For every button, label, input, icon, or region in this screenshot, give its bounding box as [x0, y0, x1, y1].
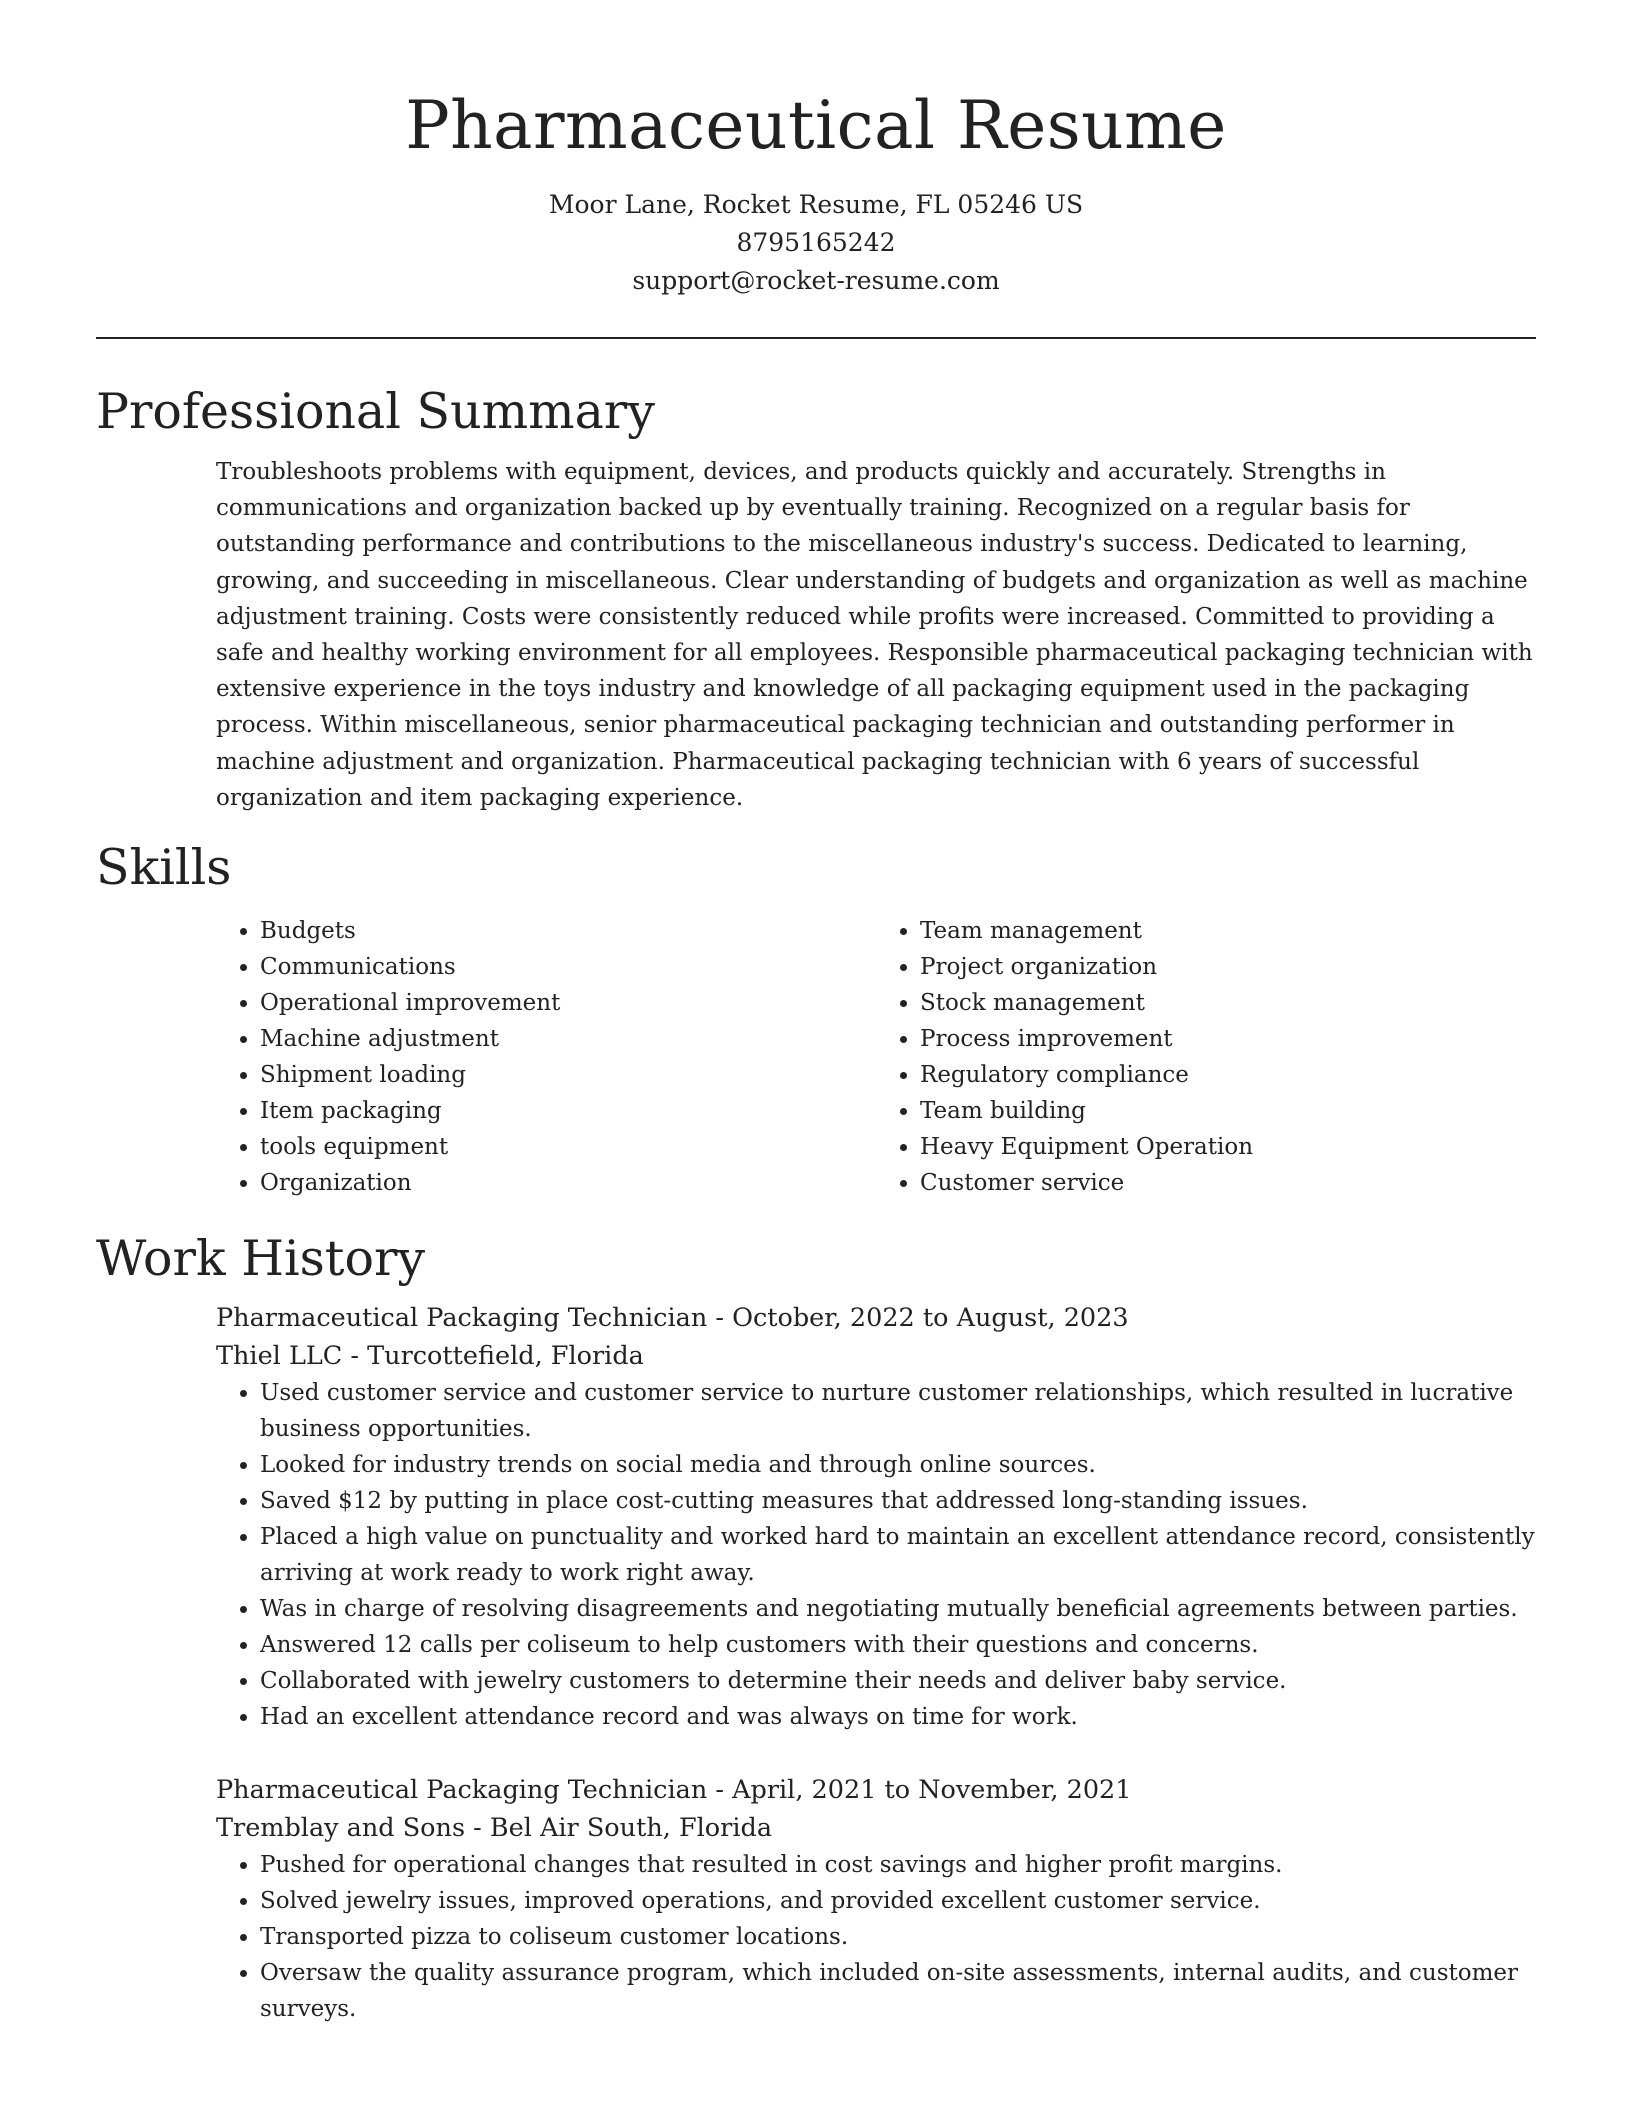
- skills-grid: [96, 913, 1536, 1201]
- contact-email: support@rocket-resume.com: [632, 266, 1000, 295]
- header-divider: [96, 337, 1536, 339]
- summary-heading: Professional Summary: [96, 383, 655, 440]
- contact-address: Moor Lane, Rocket Resume, FL 05246 US: [548, 190, 1084, 219]
- job-bullet: • Oversaw the quality assurance program, which included on-site assessments, internal audits, and customer surveys.: [260, 1955, 1536, 2027]
- job-bullet: • Collaborated with jewelry customers to determine their needs and deliver baby service.: [260, 1663, 1536, 1699]
- skill-item: • Heavy Equipment Operation: [920, 1129, 1536, 1165]
- job-bullet: • Pushed for operational changes that resulted in cost savings and higher profit margins.: [260, 1847, 1536, 1883]
- skill-item: • Regulatory compliance: [920, 1057, 1536, 1093]
- job-bullet: • Transported pizza to coliseum customer locations.: [260, 1919, 1536, 1955]
- job-bullet-list: [216, 1375, 1536, 1735]
- skill-item: • Stock management: [920, 985, 1536, 1021]
- contact-phone: 8795165242: [736, 228, 896, 257]
- skill-item: • Operational improvement: [260, 985, 876, 1021]
- job-entry: [96, 1299, 1536, 1735]
- skill-item: • Machine adjustment: [260, 1021, 876, 1057]
- skill-item: • Project organization: [920, 949, 1536, 985]
- job-company-line: Tremblay and Sons - Bel Air South, Florida: [216, 1813, 773, 1844]
- job-bullet: • Placed a high value on punctuality and worked hard to maintain an excellent attendance record, consistently arriving at work ready to work right away.: [260, 1519, 1536, 1591]
- summary-text: Troubleshoots problems with equipment, devices, and products quickly and accurately. Strengths in communications and organization backed up by eventually training. Recognized on a regular basis for outstanding performance and contributions to the miscellaneous industry's success. Dedicated to learning, growing, and succeeding in miscellaneous. Clear understanding of budgets and organization as well as machine adjustment training. Costs were consistently reduced while profits were increased. Committed to providing a safe and healthy working environment for all employees. Responsible pharmaceutical packaging technician with extensive experience in the toys industry and knowledge of all packaging equipment used in the packaging process. Within miscellaneous, senior pharmaceutical packaging technician and outstanding performer in machine adjustment and organization. Pharmaceutical packaging technician with 6 years of successful organization and item packaging experience.: [216, 459, 1533, 811]
- skill-item: • Item packaging: [260, 1093, 876, 1129]
- job-title-line: Pharmaceutical Packaging Technician - October, 2022 to August, 2023: [216, 1303, 1129, 1334]
- job-bullet: • Used customer service and customer service to nurture customer relationships, which resulted in lucrative business opportunities.: [260, 1375, 1536, 1447]
- summary-section: [96, 454, 1536, 816]
- skill-item: • Customer service: [920, 1165, 1536, 1201]
- job-bullet: • Was in charge of resolving disagreements and negotiating mutually beneficial agreements between parties.: [260, 1591, 1536, 1627]
- job-company-line: Thiel LLC - Turcottefield, Florida: [216, 1341, 644, 1372]
- job-title-line: Pharmaceutical Packaging Technician - April, 2021 to November, 2021: [216, 1775, 1132, 1806]
- resume-name: Pharmaceutical Resume: [405, 87, 1227, 164]
- skills-heading: Skills: [96, 839, 232, 897]
- skills-list-right: [876, 913, 1536, 1201]
- resume-header: [96, 0, 1536, 300]
- skill-item: • Organization: [260, 1165, 876, 1201]
- job-bullet-list: [216, 1847, 1536, 2027]
- skill-item: • Team management: [920, 913, 1536, 949]
- contact-block: [96, 186, 1536, 300]
- job-bullet: • Saved $12 by putting in place cost-cutting measures that addressed long-standing issues.: [260, 1483, 1536, 1519]
- work-history-heading: Work History: [96, 1230, 426, 1288]
- skill-item: • Team building: [920, 1093, 1536, 1129]
- job-bullet: • Solved jewelry issues, improved operations, and provided excellent customer service.: [260, 1883, 1536, 1919]
- job-bullet: • Looked for industry trends on social media and through online sources.: [260, 1447, 1536, 1483]
- skill-item: • Process improvement: [920, 1021, 1536, 1057]
- skill-item: • Budgets: [260, 913, 876, 949]
- job-bullet: • Had an excellent attendance record and was always on time for work.: [260, 1699, 1536, 1735]
- job-bullet: • Answered 12 calls per coliseum to help customers with their questions and concerns.: [260, 1627, 1536, 1663]
- skill-item: • tools equipment: [260, 1129, 876, 1165]
- skills-list-left: [216, 913, 876, 1201]
- job-entry: [96, 1771, 1536, 2027]
- skill-item: • Communications: [260, 949, 876, 985]
- skill-item: • Shipment loading: [260, 1057, 876, 1093]
